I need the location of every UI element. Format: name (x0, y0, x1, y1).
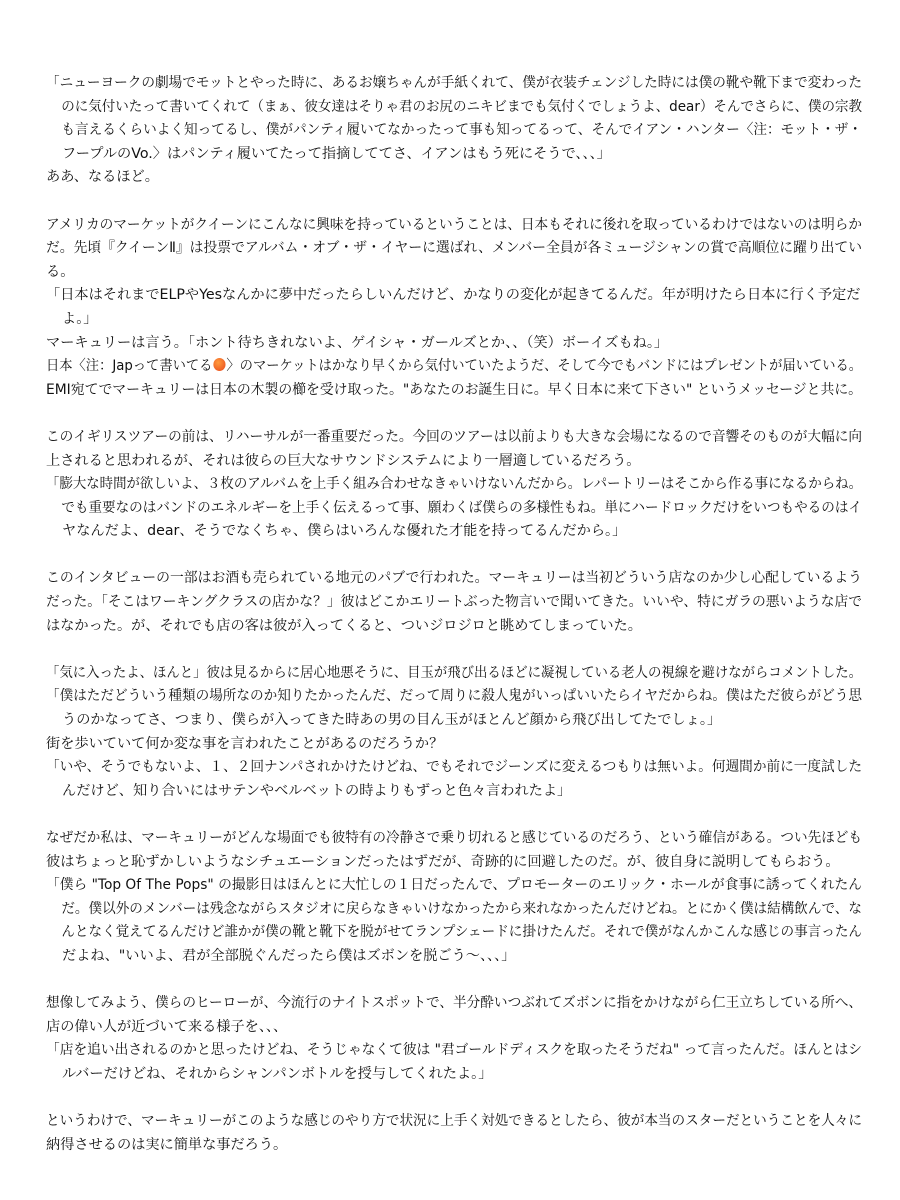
text-line: 納得させるのは実に簡単な事だろう。 (46, 1136, 288, 1153)
text-line: アメリカのマーケットがクイーンにこんなに興味を持っているということは、日本もそれに後れを取っているわけではないのは明らか (46, 216, 862, 233)
text-line: でも重要なのはバンドのエネルギーを上手く伝えるって事、願わくば僕らの多様性もね。単にハードロックだけをいつもやるのはイ (61, 499, 862, 516)
paragraph (46, 426, 862, 544)
paragraph (46, 992, 862, 1086)
text-line: EMI宛てでマーキュリーは日本の木製の櫛を受け取った。"あなたのお誕生日に。早く日本に来て下さい" というメッセージと共に。 (46, 381, 862, 398)
text-line: ルバーだけどね、それからシャンパンボトルを授与してくれたよ。」 (62, 1065, 493, 1082)
text-line: も言えるくらいよく知ってるし、僕がパンティ履いてなかったって事も知ってるって、そんでイアン・ハンター〈注：モット・ザ・ (61, 122, 863, 139)
text-line: 「膨大な時間が欲しいよ、３枚のアルバムを上手く組み合わせなきゃいけないんだから。レパートリーはそこから作る事になるからね。 (46, 476, 862, 493)
text-line: 想像してみよう、僕らのヒーローが、今流行のナイトスポットで、半分酔いつぶれてズボンに指をかけながら仁王立ちしている所へ、 (46, 995, 862, 1012)
text-line: 「僕はただどういう種類の場所なのか知りたかったんだ、だって周りに殺人鬼がいっぱいいたらイヤだからね。僕はただ彼らがどう思 (46, 688, 862, 705)
text-line: ああ、なるほど。 (46, 169, 159, 186)
text-line: このイギリスツアーの前は、リハーサルが一番重要だった。今回のツアーは以前よりも大きな会場になるので音響そのものが大幅に向 (46, 428, 862, 445)
paragraph-gap (46, 190, 862, 214)
paragraph-gap (46, 638, 862, 662)
paragraph-gap (46, 402, 862, 426)
text-line: だよね、"いいよ、君が全部脱ぐんだったら僕はズボンを脱ごう〜、、、」 (62, 947, 516, 964)
paragraph (46, 827, 862, 969)
text-line: マーキュリーは言う。「ホント待ちきれないよ、ゲイシャ・ガールズとか、、（笑）ボーイズもね。」 (46, 334, 669, 351)
text-line: 彼はちょっと恥ずかしいようなシチュエーションだったはずだが、奇跡的に回避したのだ。が、彼自身に説明してもらおう。 (46, 853, 840, 870)
paragraph (46, 662, 862, 804)
text-line: だ。僕以外のメンバーは残念ながらスタジオに戻らなきゃいけなかったから来れなかったんだけどね。とにかく僕は結構飲んで、な (61, 900, 863, 917)
text-line: だ。先頃『クイーンⅡ』は投票でアルバム・オブ・ザ・イヤーに選ばれ、メンバー全員が各ミュージシャンの賞で高順位に躍り出てい (46, 240, 862, 257)
text-line: 店の偉い人が近づいて来る様子を、、、 (46, 1018, 288, 1035)
paragraph-gap (46, 969, 862, 993)
text-line: よ。」 (62, 310, 98, 327)
text-line: 「いや、そうでもないよ、１、２回ナンパされかけたけどね、でもそれでジーンズに変えるつもりは無いよ。何週間か前に一度試した (46, 759, 862, 776)
text-line: んとなく覚えてるんだけど誰かが僕の靴と靴下を脱がせてランプシェードに掛けたんだ。それで僕がなんかこんな感じの事言ったん (61, 924, 863, 941)
text-line: というわけで、マーキュリーがこのような感じのやり方で状況に上手く対処できるとしたら、彼が本当のスターだということを人々に (46, 1113, 862, 1130)
text-line: 上されると思われるが、それは彼らの巨大なサウンドシステムにより一層適しているだろう。 (46, 452, 641, 469)
text-line: うのかなってさ、つまり、僕らが入ってきた時あの男の目ん玉がほとんど顔から飛び出してたでしょ。」 (62, 712, 722, 729)
text-line: なぜだか私は、マーキュリーがどんな場面でも彼特有の冷静さで乗り切れると感じているのだろう、という確信がある。つい先ほども (46, 830, 862, 846)
text-line: 「ニューヨークの劇場でモットとやった時に、あるお嬢ちゃんが手紙くれて、僕が衣装チェンジした時には僕の靴や靴下まで変わった (46, 75, 862, 91)
paragraph-gap (46, 1087, 862, 1111)
text-line: はなかった。が、それでも店の客は彼が入ってくると、ついジロジロと眺めてしまっていた。 (46, 617, 642, 634)
text-line: ヤなんだよ、dear、そうでなくちゃ、僕らはいろんな優れた才能を持ってるんだから。」 (62, 523, 627, 540)
text-line: 「日本はそれまでELPやYesなんかに夢中だったらしいんだけど、かなりの変化が起きてるんだ。年が明けたら日本に行く予定だ (46, 287, 861, 304)
text-line: フープルのVo.〉はパンティ履いてたって指摘しててさ、イアンはもう死にそうで、、、」 (62, 145, 611, 162)
text-line: このインタビューの一部はお酒も売られている地元のパブで行われた。マーキュリーは当初どういう店なのか少し心配しているよう (46, 570, 862, 587)
paragraph (46, 567, 862, 638)
text-line: る。 (46, 263, 75, 280)
text-line: 日本〈注：Japって書いてる 〉のマーケットはかなり早くから気付いていたようだ、そして今でもバンドにはプレゼントが届いている。 (46, 358, 862, 375)
text-line: 「気に入ったよ、ほんと」彼は見るからに居心地悪そうに、目玉が飛び出るほどに凝視している老人の視線を避けながらコメントした。 (46, 664, 862, 681)
paragraph-gap (46, 803, 862, 827)
paragraph-gap (46, 544, 862, 568)
paragraph (46, 214, 862, 403)
text-line: だった。「そこはワーキングクラスの店かな？」彼はどこかエリートぶった物言いで聞いてきた。いいや、特にガラの悪いような店で (46, 594, 862, 611)
paragraph (46, 1110, 862, 1157)
text-line: 街を歩いていて何か変な事を言われたことがあるのだろうか？ (46, 735, 444, 752)
paragraph (46, 72, 862, 190)
text-line: 「店を追い出されるのかと思ったけどね、そうじゃなくて彼は "君ゴールドディスクを取ったそうだね" って言ったんだ。ほんとはシ (46, 1042, 862, 1059)
text-line: んだけど、知り合いにはサテンやベルベットの時よりもずっと色々言われたよ」 (62, 782, 572, 799)
text-line: 「僕ら "Top Of The Pops" の撮影日はほんとに大忙しの１日だったんで、プロモーターのエリック・ホールが食事に誘ってくれたん (46, 877, 862, 894)
angry-face-icon (213, 358, 225, 371)
text-line: のに気付いたって書いてくれて（まぁ、彼女達はそりゃ君のお尻のニキビまでも気付くでしょうよ、dear）そんでさらに、僕の宗教 (61, 98, 863, 115)
